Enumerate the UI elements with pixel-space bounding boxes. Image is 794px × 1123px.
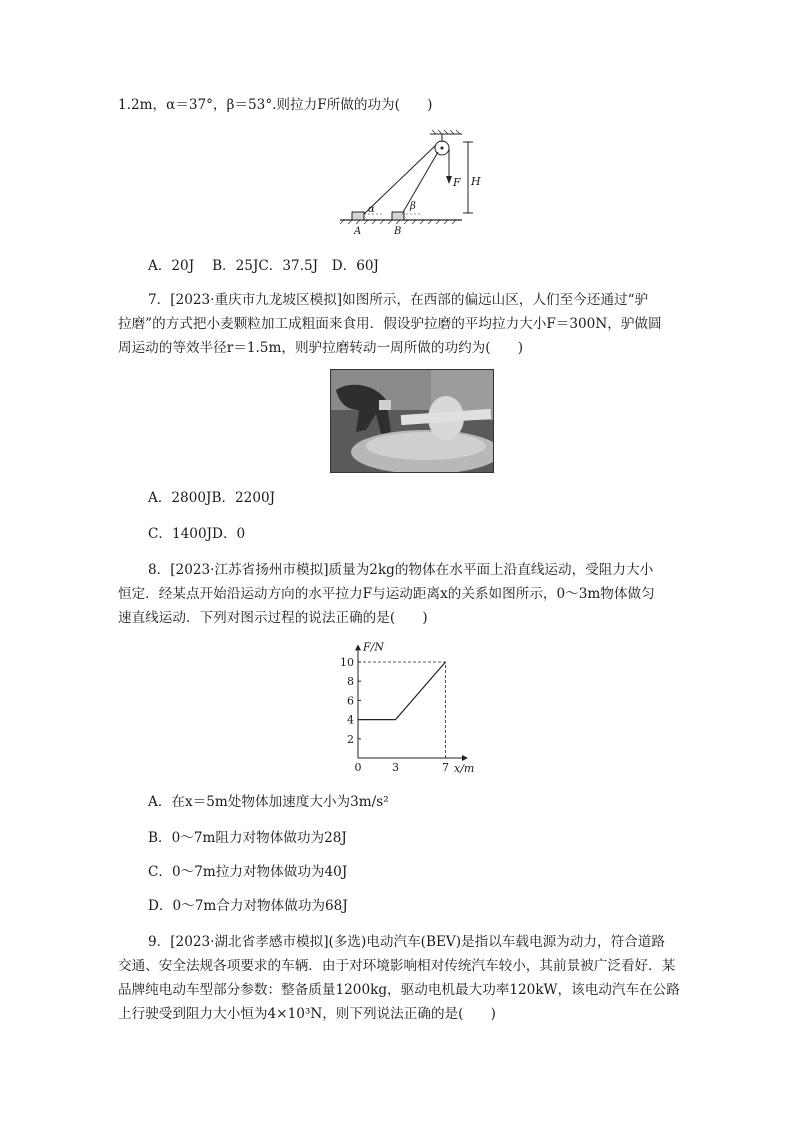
q7-options-ab: A．2800JB．2200J [148, 490, 276, 506]
label-a: A [354, 226, 362, 237]
y-tick-label: 6 [347, 694, 354, 708]
q8-line2: 恒定．经某点开始沿运动方向的水平拉力F与运动距离x的关系如图所示，0～3m物体做匀 [118, 586, 655, 602]
q9-line4: 上行驶受到阻力大小恒为4×10³N，则下列说法正确的是( ) [118, 1006, 496, 1022]
f-x-graph [330, 636, 480, 776]
block-a [352, 212, 364, 220]
q6-pulley-figure [340, 130, 481, 237]
q9-line1: 9．[2023·湖北省孝感市模拟](多选)电动汽车(BEV)是指以车载电源为动力，符合道路 [148, 934, 665, 950]
q9-line2: 交通、安全法规各项要求的车辆．由于对环境影响相对传统汽车较小，其前景被广泛看好．某 [118, 958, 676, 974]
x-axis-arrow [462, 755, 468, 761]
rope-to-a [364, 145, 436, 214]
q6-options: A．20J B．25JC．37.5J D．60J [148, 258, 379, 274]
f-x-series-line [358, 662, 446, 720]
force-f-arrowhead [446, 176, 452, 184]
label-h: H [471, 175, 481, 188]
q6-stem: 1.2m，α＝37°，β＝53°.则拉力F所做的功为( ) [118, 97, 433, 113]
label-beta: β [410, 201, 416, 212]
block-b [392, 212, 404, 220]
q9-line3: 品牌纯电动车型部分参数：整备质量1200kg，驱动电机最大功率120kW，该电动汽车在公路 [118, 982, 680, 998]
y-tick-label: 2 [347, 732, 354, 746]
x-axis-label: x/m [454, 762, 475, 775]
q7-line3: 周运动的等效半径r＝1.5m，则驴拉磨转动一周所做的功约为( ) [118, 340, 524, 356]
y-tick-label: 8 [347, 675, 354, 689]
x-tick-label: 0 [354, 761, 362, 774]
y-axis-label: F/N [363, 640, 384, 654]
x-tick-label: 3 [392, 761, 399, 774]
ground-hatch [340, 220, 456, 224]
y-tick-label: 4 [347, 713, 354, 727]
y-axis-arrow [355, 644, 361, 650]
q8-option-b: B．0～7m阻力对物体做功为28J [148, 830, 347, 846]
label-b: B [394, 226, 402, 237]
rope-to-b [402, 152, 438, 214]
q7-options-cd: C．1400JD．0 [148, 526, 246, 542]
q8-line3: 速直线运动．下列对图示过程的说法正确的是( ) [118, 610, 428, 626]
q8-option-c: C．0～7m拉力对物体做功为40J [148, 864, 348, 880]
q7-line1: 7．[2023·重庆市九龙坡区模拟]如图所示，在西部的偏远山区，人们至今还通过“驴 [148, 292, 649, 308]
q8-option-d: D．0～7m合力对物体做功为68J [148, 898, 348, 914]
y-tick-label: 10 [340, 656, 354, 669]
q7-line2: 拉磨”的方式把小麦颗粒加工成粗面来食用．假设驴拉磨的平均拉力大小F＝300N，驴做圆 [118, 316, 662, 332]
ceiling-hatch [432, 130, 460, 134]
label-alpha: α [368, 204, 375, 215]
x-tick-label: 7 [442, 761, 449, 774]
donkey-mill-photo [330, 369, 494, 473]
label-f: F [453, 176, 461, 189]
q8-line1: 8．[2023·江苏省扬州市模拟]质量为2kg的物体在水平面上沿直线运动，受阻力大小 [148, 562, 654, 578]
q8-option-a: A．在x＝5m处物体加速度大小为3m/s² [148, 794, 389, 810]
